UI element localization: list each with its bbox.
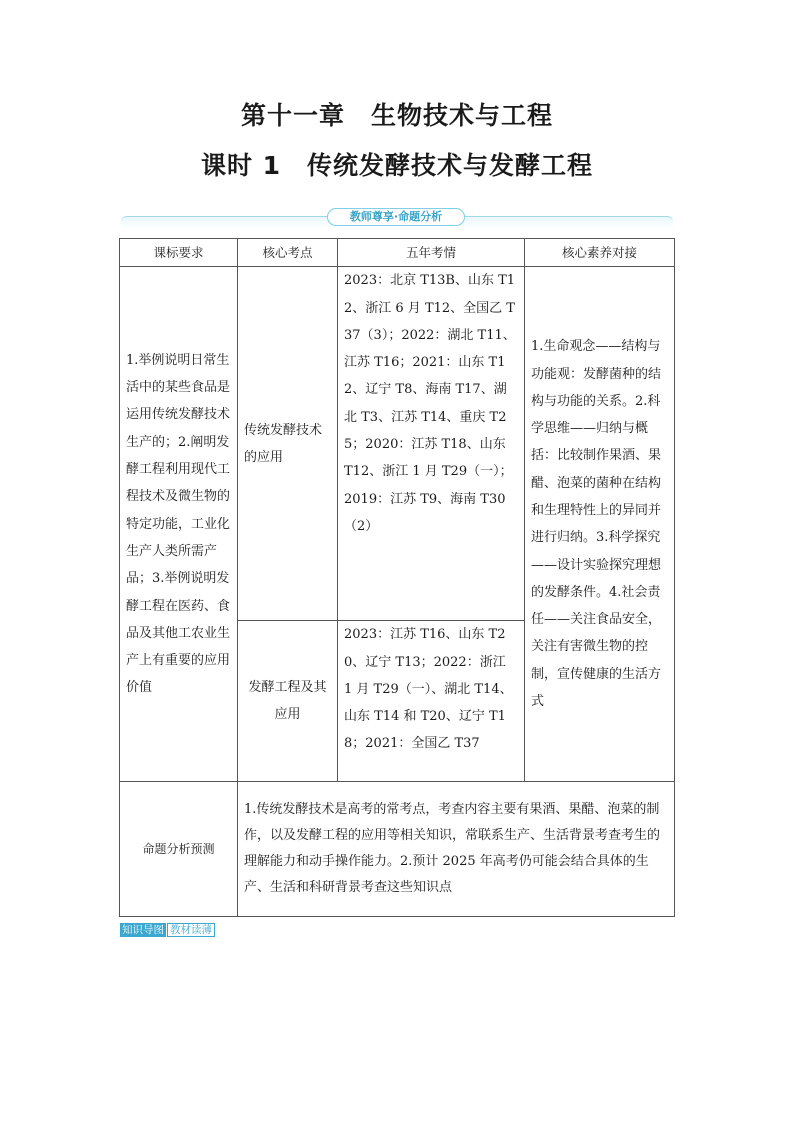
header-topics: 核心考点 (238, 239, 338, 267)
tag-knowledge-map[interactable]: 知识导图 (122, 924, 164, 936)
lesson-title: 课时 1 传统发酵技术与发酵工程 (200, 151, 594, 180)
header-standards: 课标要求 (120, 239, 238, 267)
analysis-table (119, 238, 675, 917)
literacy-cell: 1.生命观念——结构与功能观：发酵菌种的结构与功能的关系。2.科学思维——归纳与概括：比较制作果酒、果醋、泡菜的菌种在结构和生理特性上的异同并进行归纳。3.科学探究——设计实验探究理想的发酵条件。4.社会责任——关注食品安全，关注有害微生物的控制，宣传健康的生活方式 (525, 267, 675, 782)
chapter-title: 第十一章 生物技术与工程 (240, 101, 553, 130)
banner-label: 教师尊享·命题分析 (327, 208, 465, 226)
prediction-row (120, 782, 675, 917)
topic-cell: 发酵工程及其应用 (238, 621, 338, 782)
years-cell: 2023：北京 T13B、山东 T12、浙江 6 月 T12、全国乙 T37（3）；2022：湖北 T11、江苏 T16；2021：山东 T12、辽宁 T8、海南 T17、湖北 T3、江苏 T14、重庆 T25；2020：江苏 T18、山东 T12、浙江 1 月 T29（一）；2019：江苏 T9、海南 T30（2） (338, 267, 525, 621)
header-literacy: 核心素养对接 (525, 239, 675, 267)
standards-cell: 1.举例说明日常生活中的某些食品是运用传统发酵技术生产的；2.阐明发酵工程利用现代工程技术及微生物的特定功能，工业化生产人类所需产品；3.举例说明发酵工程在医药、食品及其他工农业生产上有重要的应用价值 (120, 267, 238, 782)
topic-cell: 传统发酵技术的应用 (238, 267, 338, 621)
footer-tags (120, 923, 216, 937)
table-header-row (120, 239, 675, 267)
table-row (120, 267, 675, 621)
years-cell: 2023：江苏 T16、山东 T20、辽宁 T13；2022：浙江 1 月 T29（一）、湖北 T14、山东 T14 和 T20、辽宁 T18；2021：全国乙 T37 (338, 621, 525, 782)
prediction-label: 命题分析预测 (120, 782, 238, 917)
prediction-text: 1.传统发酵技术是高考的常考点，考查内容主要有果酒、果醋、泡菜的制作，以及发酵工程的应用等相关知识，常联系生产、生活背景考查考生的理解能力和动手操作能力。2.预计 2025 年高考仍可能会结合具体的生产、生活和科研背景考查这些知识点 (238, 782, 675, 917)
teacher-banner (121, 208, 673, 228)
header-years: 五年考情 (338, 239, 525, 267)
tag-textbook-reading[interactable]: 教材读薄 (167, 923, 215, 937)
